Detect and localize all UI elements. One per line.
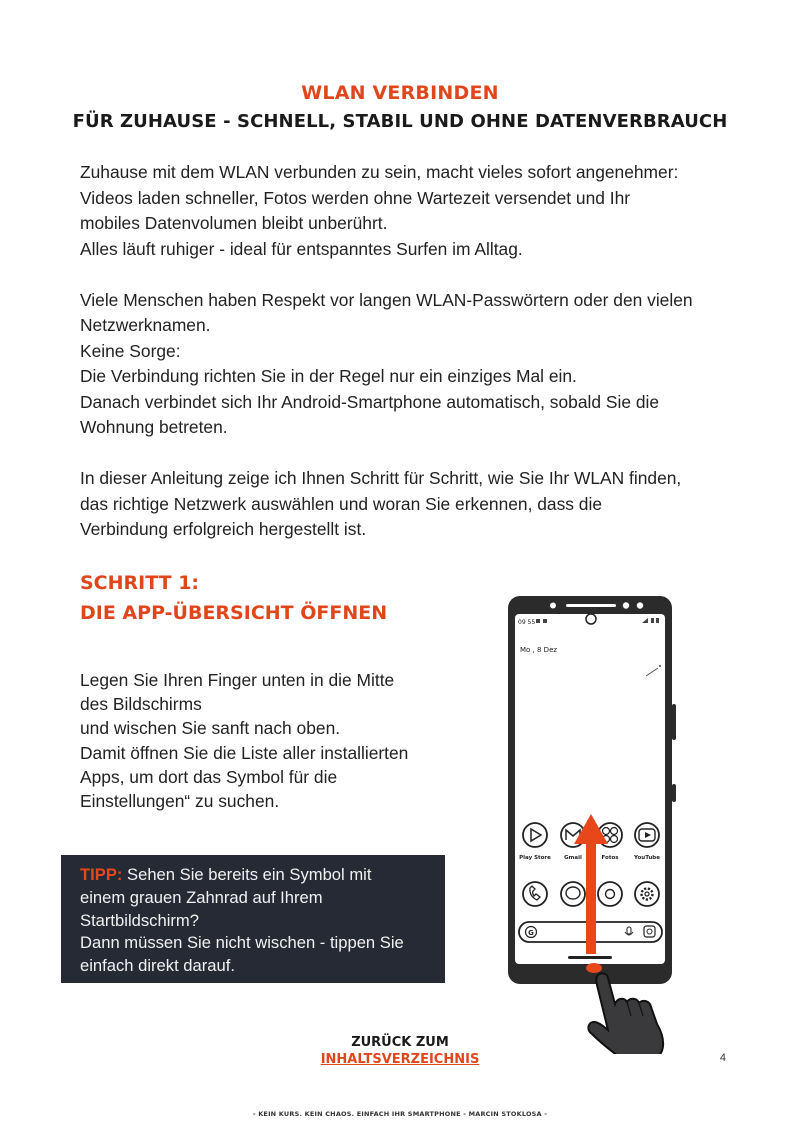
chrome-icon <box>598 882 622 906</box>
step-1-heading-line2: DIE APP-ÜBERSICHT ÖFFNEN <box>80 602 388 624</box>
intro-line: Videos laden schneller, Fotos werden ohne Wartezeit versendet und Ihr <box>80 187 631 208</box>
intro-line: mobiles Datenvolumen bleibt unberührt. <box>80 213 388 233</box>
intro-line: Viele Menschen haben Respekt vor langen WLAN-Passwörtern oder den vielen <box>80 289 693 310</box>
messages-icon <box>561 882 585 906</box>
toc-link[interactable]: INHALTSVERZEICHNIS <box>320 1052 480 1067</box>
tip-box <box>61 855 445 983</box>
intro-line: In dieser Anleitung zeige ich Ihnen Schritt für Schritt, wie Sie Ihr WLAN finden, <box>80 468 682 488</box>
intro-line: Danach verbindet sich Ihr Android-Smartphone automatisch, sobald Sie die <box>80 391 660 412</box>
page-title: WLAN VERBINDEN <box>301 82 499 104</box>
app-label: Fotos <box>601 855 619 861</box>
step-1-line: Legen Sie Ihren Finger unten in die Mitte <box>80 670 395 690</box>
app-label: Gmail <box>564 855 582 861</box>
phone-date: Mo , 8 Dez <box>520 646 558 654</box>
intro-line: Wohnung betreten. <box>80 417 228 437</box>
tip-label: TIPP: <box>80 865 123 884</box>
step-1-instructions <box>80 668 430 813</box>
status-time: 09 55 <box>518 619 536 626</box>
step-1-line: Damit öffnen Sie die Liste aller installierten <box>80 742 409 763</box>
svg-text:G: G <box>528 929 534 937</box>
step-1-line: des Bildschirms <box>80 694 202 715</box>
tip-first-line <box>80 864 431 887</box>
tip-line: Startbildschirm? <box>80 910 199 930</box>
tip-line: einem grauen Zahnrad auf Ihrem <box>80 887 323 907</box>
page-subtitle: FÜR ZUHAUSE - SCHNELL, STABIL UND OHNE DATENVERBRAUCH <box>72 111 728 132</box>
tip-line: einfach direkt darauf. <box>80 956 235 976</box>
intro-text <box>80 160 740 543</box>
step-1-heading-line1: SCHRITT 1: <box>80 572 200 594</box>
gear-icon <box>635 882 659 906</box>
intro-line: Verbindung erfolgreich hergestellt ist. <box>80 519 367 539</box>
play-store-icon <box>523 823 547 847</box>
touch-point-icon <box>586 963 602 973</box>
app-label: YouTube <box>634 855 660 861</box>
app-label: Play Store <box>519 855 551 861</box>
back-to-toc[interactable] <box>0 1034 800 1068</box>
intro-line: Netzwerknamen. <box>80 315 211 335</box>
back-to-toc-label: ZURÜCK ZUM <box>351 1035 449 1050</box>
step-1-line: und wischen Sie sanft nach oben. <box>80 718 341 739</box>
step-1-line: Einstellungen“ zu suchen. <box>80 791 280 812</box>
phone-call-icon <box>523 882 547 906</box>
step-1-line: Apps, um dort das Symbol für die <box>80 766 338 787</box>
page-number: 4 <box>719 1052 726 1064</box>
intro-line: Alles läuft ruhiger - ideal für entspanntes Surfen im Alltag. <box>80 238 523 259</box>
youtube-icon <box>635 823 659 847</box>
intro-line: Zuhause mit dem WLAN verbunden zu sein, macht vieles sofort angenehmer: <box>80 162 679 182</box>
step-1-heading <box>80 568 387 628</box>
phone-illustration <box>506 594 686 1054</box>
intro-line: das richtige Netzwerk auswählen und woran Sie erkennen, dass die <box>80 493 603 514</box>
tip-line: Sehen Sie bereits ein Symbol mit <box>122 865 372 884</box>
page-footer: - KEIN KURS. KEIN CHAOS. EINFACH IHR SMARTPHONE - MARCIN STOKLOSA - <box>252 1110 548 1118</box>
intro-line: Keine Sorge: <box>80 340 181 361</box>
intro-line: Die Verbindung richten Sie in der Regel nur ein einziges Mal ein. <box>80 366 577 386</box>
tip-line: Dann müssen Sie nicht wischen - tippen Sie <box>80 933 404 953</box>
